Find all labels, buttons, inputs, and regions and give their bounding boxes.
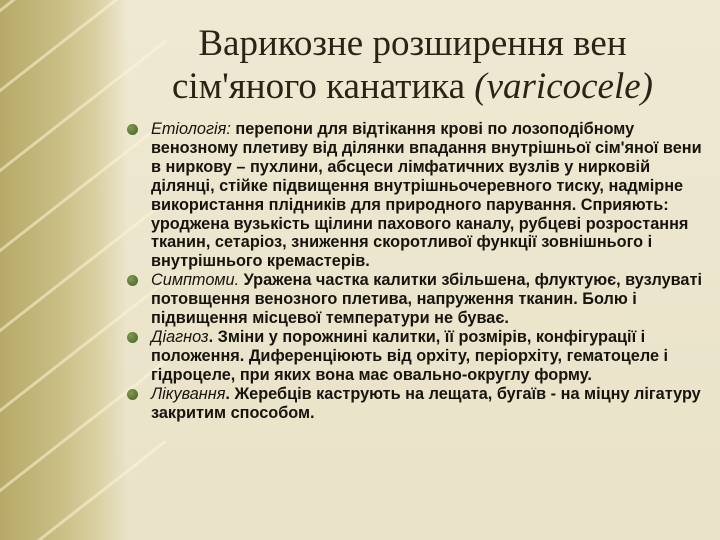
bullet-text: . Жеребців каструють на лещата, бугаїв - на міцну лігатуру закритим способом.: [151, 384, 701, 422]
bullet-text: Уражена частка калитки збільшена, флуктуює, вузлуваті потовщення венозного плетива, напруження тканин. Болю і підвищення місцевої температури не буває.: [151, 271, 702, 328]
bullet-term: Етіологія:: [151, 120, 231, 138]
bullet-symptoms: [124, 271, 704, 328]
bullet-treatment: [124, 385, 704, 423]
bullet-dot-icon: [127, 332, 138, 343]
bullet-term: Лікування: [151, 384, 226, 403]
bullet-term: Симптоми.: [151, 271, 240, 290]
title-line-2-text: сім'яного канатика: [172, 66, 466, 107]
bullet-text: перепони для відтікання крові по лозоподібному венозному плетиву від ділянки впадання внутрішньої сім'яної вени в ниркову – пухлини, абсцеси лімфатичних вузлів у нирковій ділянці, стійке підвищення внутрішньочеревного тиску, надмірне використання плідників для природного парування. Сприяють: уроджена вузькість щілини пахового каналу, рубцеві розростання тканин, сетаріоз, зниження скоротливої функції зовнішнього і внутрішнього кремастерів.: [151, 120, 702, 271]
bullet-dot-icon: [127, 124, 138, 135]
bullet-list: [124, 120, 704, 423]
bullet-dot-icon: [127, 275, 138, 286]
decorative-left-band: [0, 0, 128, 540]
bullet-term: Діагноз: [151, 327, 209, 346]
slide-title: [130, 22, 695, 108]
title-latin-term: (varicocele): [474, 66, 653, 107]
bullet-dot-icon: [127, 389, 138, 400]
title-line-1: Варикозне розширення вен: [198, 23, 627, 64]
title-line-2: [130, 65, 695, 108]
bullet-etiology: [124, 120, 704, 271]
bullet-diagnosis: [124, 328, 704, 385]
bullet-text: . Зміни у порожнині калитки, її розмірів, конфігурації і положення. Диференціюють від орхіту, періорхіту, гематоцеле і гідроцеле, при яких вона має овально-округлу форму.: [151, 327, 669, 384]
